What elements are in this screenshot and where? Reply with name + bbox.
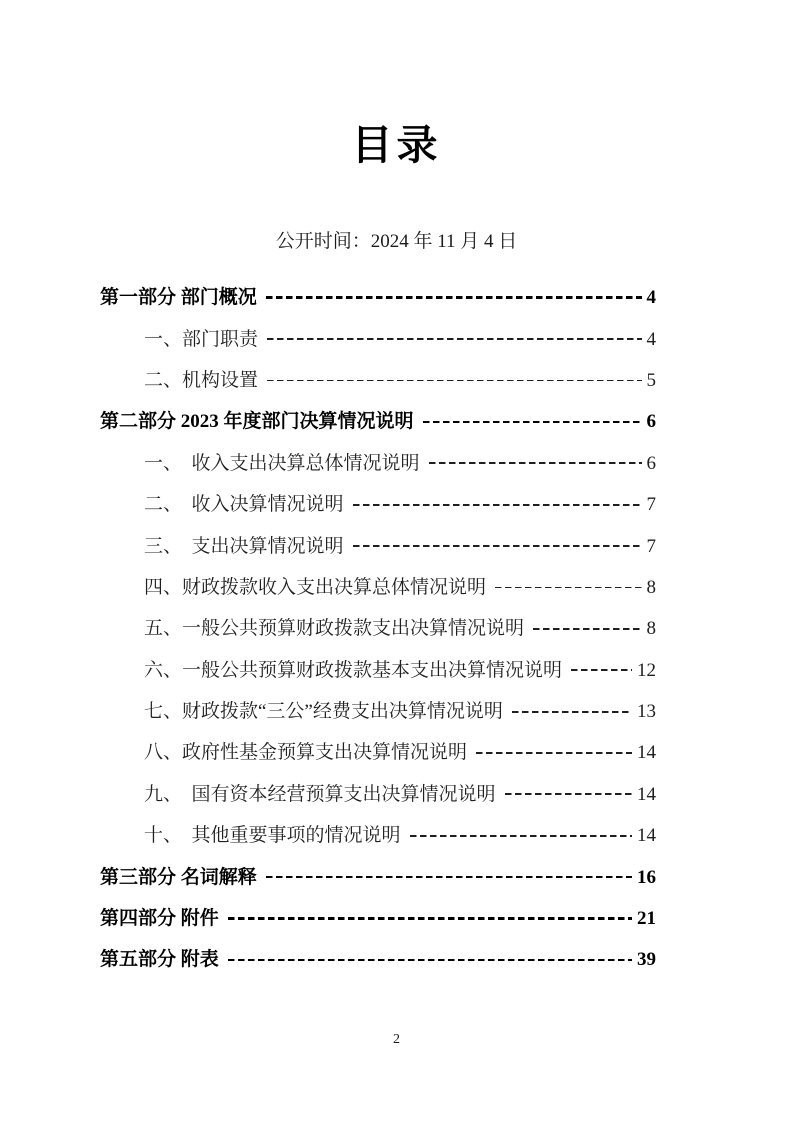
toc-entry-page-number: 6 (646, 411, 656, 433)
toc-entry (100, 608, 656, 649)
toc-entry (100, 360, 656, 401)
toc-entry (100, 774, 656, 815)
toc-entry (100, 318, 656, 359)
toc-dash-leader (353, 545, 642, 547)
toc-entry-page-number: 16 (637, 866, 656, 888)
toc-entry (100, 401, 656, 442)
toc-entry-page-number: 6 (646, 452, 656, 474)
toc-entry (100, 525, 656, 566)
toc-entry-label: 第五部分 附表 (100, 949, 219, 971)
toc-entry-label: 四、财政拨款收入支出决算总体情况说明 (144, 576, 487, 598)
toc-dash-leader (410, 835, 632, 837)
toc-entry-page-number: 21 (637, 908, 656, 930)
toc-entry (100, 691, 656, 732)
toc-entry-page-number: 13 (637, 701, 656, 723)
toc-entry-page-number: 4 (646, 287, 656, 309)
toc-list (100, 277, 656, 981)
toc-entry-label: 八、政府性基金预算支出决算情况说明 (144, 742, 468, 764)
toc-entry-label: 九、 国有资本经营预算支出决算情况说明 (144, 783, 496, 805)
toc-entry-page-number: 14 (637, 742, 656, 764)
toc-entry-label: 五、一般公共预算财政拨款支出决算情况说明 (144, 618, 525, 640)
toc-entry (100, 443, 656, 484)
toc-entry-label: 十、 其他重要事项的情况说明 (144, 825, 401, 847)
toc-entry-page-number: 7 (646, 494, 656, 516)
toc-entry (100, 732, 656, 773)
toc-entry-page-number: 8 (646, 576, 656, 598)
toc-entry-label: 第三部分 名词解释 (100, 866, 257, 888)
toc-entry-label: 六、一般公共预算财政拨款基本支出决算情况说明 (144, 659, 563, 681)
toc-entry-label: 第一部分 部门概况 (100, 287, 257, 309)
toc-entry-label: 三、 支出决算情况说明 (144, 535, 344, 557)
toc-dash-leader (495, 587, 641, 589)
toc-dash-leader (505, 793, 632, 795)
toc-entry (100, 856, 656, 897)
toc-dash-leader (423, 421, 642, 424)
toc-entry-page-number: 4 (646, 328, 656, 350)
toc-entry (100, 815, 656, 856)
toc-entry (100, 650, 656, 691)
toc-dash-leader (512, 711, 632, 713)
toc-dash-leader (353, 504, 642, 506)
toc-dash-leader (533, 628, 641, 630)
toc-entry-page-number: 12 (637, 659, 656, 681)
toc-entry-label: 一、 收入支出决算总体情况说明 (144, 452, 420, 474)
page-number: 2 (393, 1032, 400, 1047)
toc-entry-label: 七、财政拨款“三公”经费支出决算情况说明 (144, 701, 503, 723)
document-title: 目录 (351, 122, 442, 168)
toc-entry-label: 第二部分 2023 年度部门决算情况说明 (100, 411, 414, 433)
toc-entry (100, 484, 656, 525)
toc-dash-leader (571, 669, 632, 671)
toc-entry (100, 277, 656, 318)
toc-entry (100, 898, 656, 939)
toc-entry-page-number: 14 (637, 783, 656, 805)
toc-dash-leader (266, 296, 642, 299)
toc-dash-leader (476, 752, 632, 754)
toc-entry (100, 939, 656, 980)
toc-dash-leader (228, 917, 632, 920)
toc-dash-leader (266, 876, 632, 879)
toc-dash-leader (267, 380, 641, 382)
toc-entry-page-number: 8 (646, 618, 656, 640)
toc-dash-leader (228, 959, 632, 962)
toc-entry-label: 一、部门职责 (144, 328, 259, 350)
toc-entry-label: 二、 收入决算情况说明 (144, 494, 344, 516)
toc-entry-label: 二、机构设置 (144, 369, 259, 391)
toc-entry-label: 第四部分 附件 (100, 908, 219, 930)
toc-entry-page-number: 14 (637, 825, 656, 847)
toc-dash-leader (429, 462, 642, 464)
toc-dash-leader (267, 338, 641, 340)
toc-entry-page-number: 5 (646, 369, 656, 391)
toc-entry (100, 567, 656, 608)
publish-time-line: 公开时间：2024 年 11 月 4 日 (275, 231, 518, 252)
toc-entry-page-number: 7 (646, 535, 656, 557)
toc-entry-page-number: 39 (637, 949, 656, 971)
